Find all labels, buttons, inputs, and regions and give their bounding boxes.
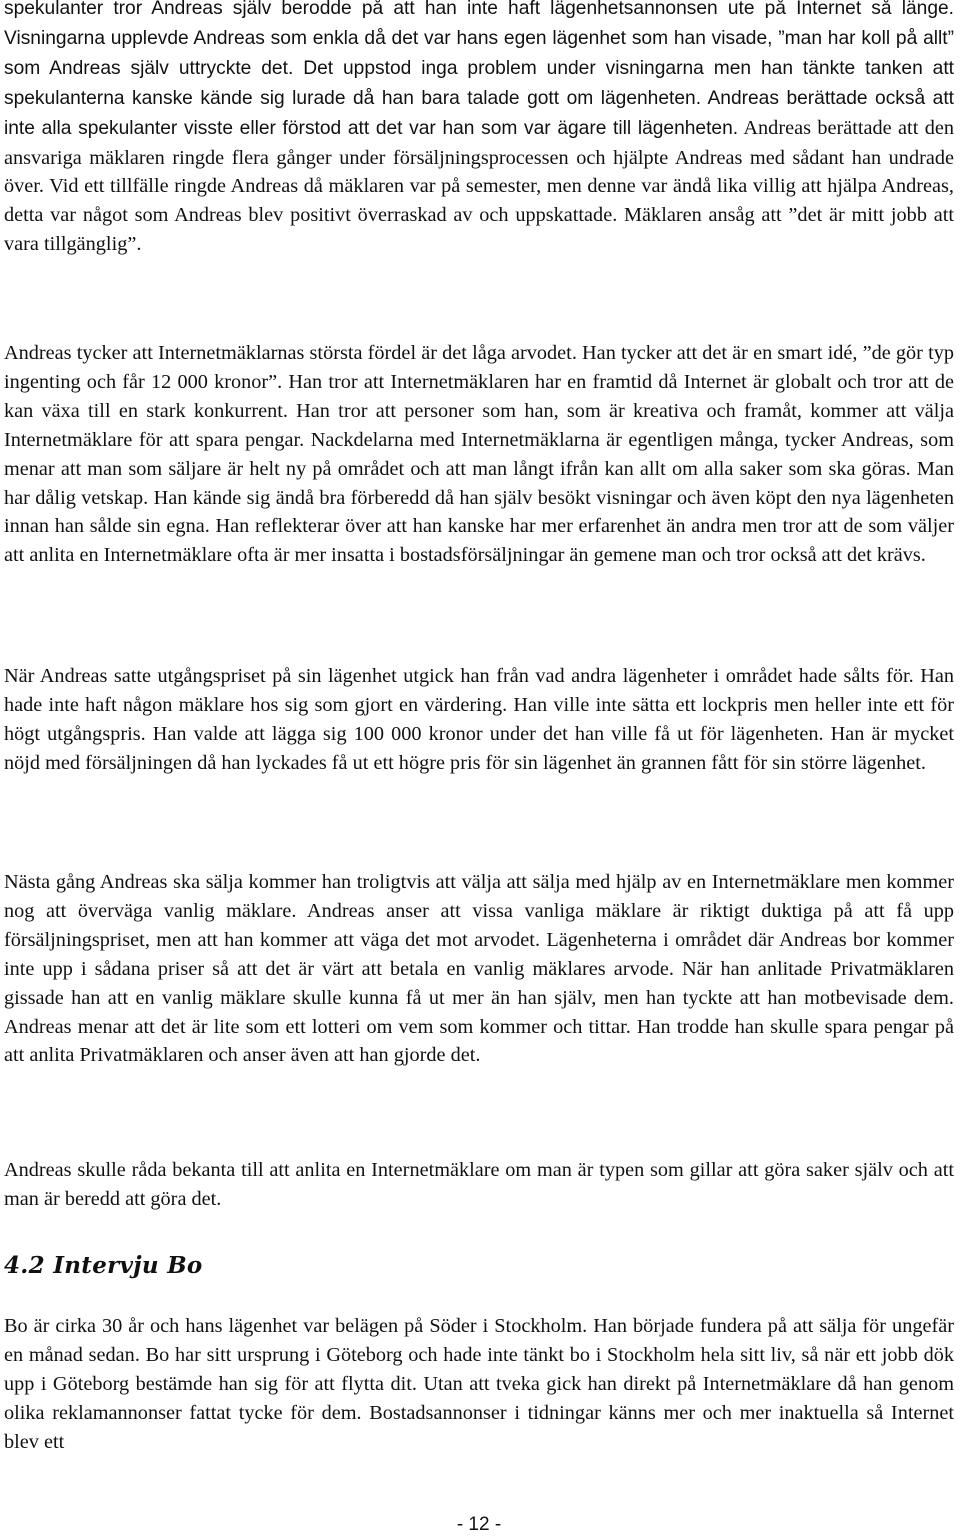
section-heading: 4.2 Intervju Bo <box>4 1252 203 1279</box>
paragraph-segment-serif: Vid ett tillfälle ringde Andreas då mäklaren var på semester, men denne var ändå lika villig att hjälpa Andreas, detta var något som Andreas blev positivt överraskad av och uppskattade. Mäklaren ansåg att ”det är mitt jobb att vara tillgänglig”. <box>4 175 954 256</box>
document-page <box>4 0 954 1537</box>
paragraph-advice: Andreas skulle råda bekanta till att anlita en Internetmäklare om man är typen som gillar att göra saker själv och att man är beredd att göra det. <box>4 1159 954 1210</box>
paragraph-bo-intro: Bo är cirka 30 år och hans lägenhet var belägen på Söder i Stockholm. Han började fundera på att sälja för ungefär en månad sedan. Bo har sitt ursprung i Göteborg och hade inte tänkt bo i Stockholm hela sitt liv, så när ett jobb dök upp i Göteborg bestämde han sig för att flytta dit. Utan att tveka gick han direkt på Internetmäklare då han genom olika reklamannonser fattat tycke för dem. Bostadsannonser i tidningar känns mer och mer inaktuella så Internet blev ett <box>4 1315 954 1453</box>
paragraph-next-sale: Nästa gång Andreas ska sälja kommer han troligtvis att välja att sälja med hjälp av en Internetmäklare men kommer nog att överväga vanlig mäklare. Andreas anser att vissa vanliga mäklare är riktigt duktiga på att få upp försäljningspriset, men att han kommer att väga det mot arvodet. Lägenheterna i området där Andreas bor kommer inte upp i sådana priser så att det är värt att betala en vanlig mäklares arvode. När han anlitade Privatmäklaren gissade han att en vanlig mäklare skulle kunna få ut mer än han själv, men han tyckte att han motbevisade dem. Andreas menar att det är lite som ett lotteri om vem som kommer och tittar. Han trodde han skulle spara pengar på att anlita Privatmäklaren och anser även att han gjorde det. <box>4 871 954 1067</box>
paragraph-internet-broker-advantages: Andreas tycker att Internetmäklarnas största fördel är det låga arvodet. Han tycker att det är en smart idé, ”de gör typ ingenting och får 12 000 kronor”. Han tror att Internetmäklaren har en framtid då Internet är globalt och tror att de kan växa till en stark konkurrent. Han tror att personer som han, som är kreativa och framåt, kommer att välja Internetmäklare för att spara pengar. Nackdelarna med Internetmäklarna är egentligen många, tycker Andreas, som menar att man som säljare är helt ny på området och att man långt ifrån kan allt om alla saker som ska göras. Man har dålig vetskap. Han kände sig ändå bra förberedd då han själv besökt visningar och även köpt den nya lägenheten innan han sålde sin egna. Han reflekterar över att han kanske har mer erfarenhet än andra men tror att de som väljer att anlita en Internetmäklare ofta är mer insatta i bostadsförsäljningar än gemene man och tror också att det krävs. <box>4 342 954 567</box>
page-number: - 12 - <box>456 1514 502 1535</box>
paragraph-starting-price: När Andreas satte utgångspriset på sin lägenhet utgick han från vad andra lägenheter i området hade sålts för. Han hade inte haft någon mäklare hos sig som gjort en värdering. Han ville inte sätta ett lockpris men heller inte ett för högt utgångspris. Han valde att lägga sig 100 000 kronor under det han ville få ut för lägenheten. Han är mycket nöjd med försäljningen då han lyckades få ut ett högre pris för sin lägenhet än grannen fått för sin större lägenhet. <box>4 665 954 774</box>
paragraph-segment-sans: Det uppstod inga problem under visningarna men han tänkte tanken att spekulanterna kanske kände sig lurade då han bara talade gott om lägenheten. Andreas berättade också att inte alla spekulanter visste eller förstod att det var han som var ägare till lägenheten. <box>4 57 955 139</box>
paragraph-andreas-showings <box>4 0 954 259</box>
paragraph-segment-serif: Andreas berättade att den ansvariga mäklaren ringde flera gånger under försäljningsprocessen och hjälpte Andreas med sådant han undrade över. <box>4 116 955 198</box>
paragraph-segment-sans: spekulanter tror Andreas själv berodde på att han inte haft lägenhetsannonsen ute på Internet så länge. Visningarna upplevde Andreas som enkla då det var hans egen lägenhet som han visade, ”man har koll på allt” som Andreas själv uttryckte det. <box>4 0 954 79</box>
